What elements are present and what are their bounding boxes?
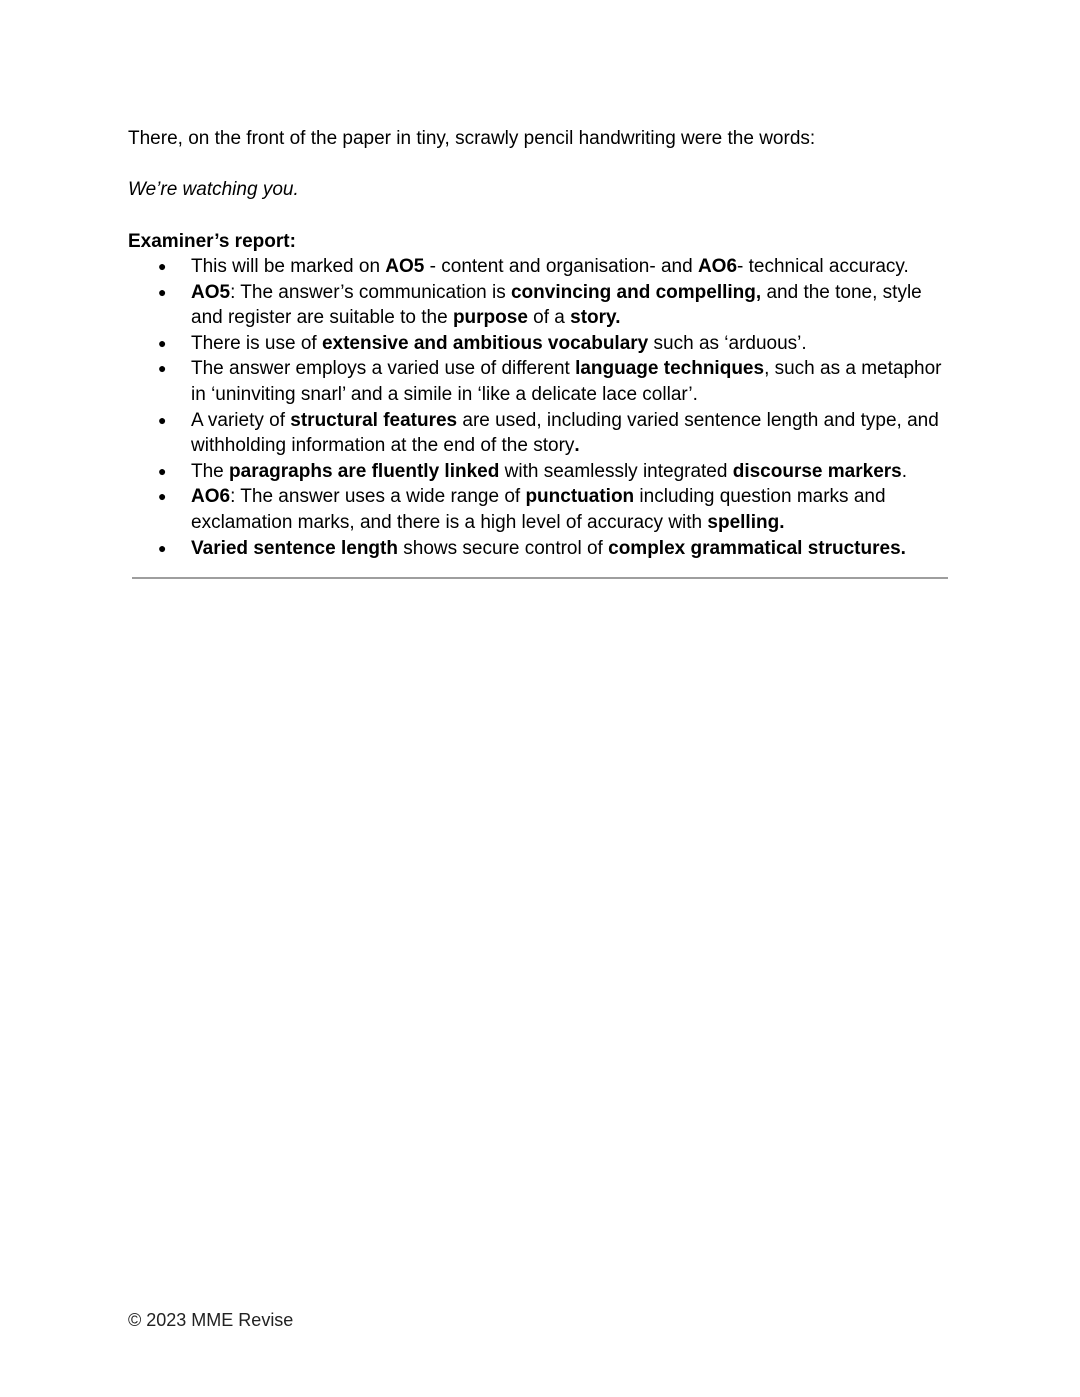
- report-item: [128, 280, 948, 331]
- report-item-bold-text: AO6: [191, 486, 231, 508]
- quote-line: We’re watching you.: [128, 179, 299, 200]
- report-item-bold-text: Varied sentence length: [191, 537, 398, 559]
- report-item-text: A variety of: [191, 409, 291, 431]
- report-item-text: with seamlessly integrated: [499, 460, 733, 482]
- report-item-bold-text: discourse markers: [732, 460, 902, 482]
- horizontal-divider: [132, 577, 948, 579]
- report-item-text: - technical accuracy.: [737, 256, 909, 277]
- report-item-text: and the tone, style and register are suitable to the: [191, 281, 922, 329]
- copyright-footer: © 2023 MME Revise: [128, 1310, 294, 1330]
- report-item-text: .: [901, 460, 908, 482]
- examiner-report-heading: Examiner’s report:: [128, 231, 296, 252]
- report-item-bold-text: story.: [570, 307, 621, 329]
- bullet-icon: ●: [158, 539, 167, 556]
- report-item-bold-text: paragraphs are fluently linked: [229, 460, 500, 482]
- bullet-icon: ●: [158, 462, 167, 479]
- report-item-bold-text: extensive and ambitious vocabulary: [321, 332, 649, 354]
- report-item-bold-text: convincing and compelling,: [510, 281, 762, 303]
- report-item-bold-text: complex grammatical structures.: [608, 537, 906, 559]
- report-item-text: of a: [527, 307, 571, 329]
- intro-paragraph: There, on the front of the paper in tiny, scrawly pencil handwriting were the words:: [128, 128, 816, 149]
- report-item: [128, 254, 948, 280]
- bullet-icon: ●: [158, 334, 167, 351]
- bullet-icon: ●: [158, 411, 167, 428]
- bullet-icon: ●: [158, 360, 167, 377]
- report-item-bold-text: AO5: [191, 281, 231, 303]
- report-item-text: This will be marked on: [191, 256, 386, 277]
- report-item-text: shows secure control of: [397, 537, 609, 559]
- report-item-text: The answer employs a varied use of different: [191, 358, 576, 380]
- bullet-icon: ●: [158, 488, 167, 505]
- report-item-bold-text: AO6: [697, 256, 738, 277]
- report-item: [128, 459, 948, 485]
- report-item: [128, 536, 948, 562]
- report-item-text: such as ‘arduous’.: [648, 332, 807, 354]
- report-item-bold-text: .: [574, 435, 580, 457]
- report-item: [128, 484, 948, 535]
- report-item: [128, 356, 948, 407]
- report-item-text: There is use of: [191, 332, 322, 354]
- report-item-text: including question marks and exclamation marks, and there is a high level of accuracy with: [191, 486, 886, 533]
- report-item-bold-text: language techniques: [575, 358, 765, 380]
- report-item-bold-text: purpose: [452, 307, 528, 329]
- report-item: [128, 331, 948, 357]
- report-item: [128, 408, 948, 459]
- report-item-bold-text: punctuation: [525, 486, 635, 508]
- report-item-bold-text: spelling.: [707, 511, 785, 533]
- bullet-icon: ●: [158, 258, 167, 274]
- report-item-text: : The answer uses a wide range of: [230, 486, 526, 508]
- report-item-text: : The answer’s communication is: [230, 281, 511, 303]
- report-item-text: , such as a metaphor in ‘uninviting snarl’ and a simile in ‘like a delicate lace collar’.: [191, 358, 942, 405]
- report-item-text: - content and organisation- and: [424, 256, 698, 277]
- examiner-report-list: [128, 254, 948, 561]
- bullet-icon: ●: [158, 283, 167, 300]
- report-item-text: are used, including varied sentence length and type, and withholding information at the end of the story: [191, 409, 939, 457]
- report-item-bold-text: structural features: [290, 409, 458, 431]
- report-item-bold-text: AO5: [385, 256, 425, 277]
- report-item-text: The: [191, 460, 230, 482]
